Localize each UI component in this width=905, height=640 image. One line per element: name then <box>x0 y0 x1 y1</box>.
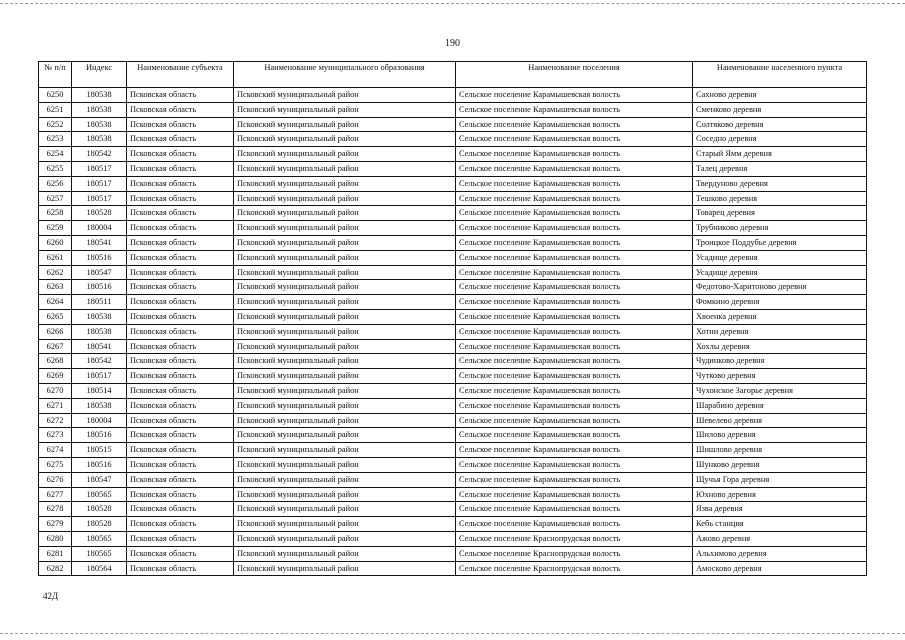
cell-locality: Чухонское Загорье деревня <box>693 383 867 398</box>
cell-number: 6252 <box>39 117 72 132</box>
cell-subject: Псковская область <box>127 369 234 384</box>
cell-locality: Шарабино деревня <box>693 398 867 413</box>
table-header <box>39 62 867 88</box>
scan-edge-bottom <box>0 633 905 634</box>
header-row <box>39 62 867 88</box>
cell-settlement: Сельское поселение Карамышевская волость <box>456 413 693 428</box>
cell-locality: Чудинково деревня <box>693 354 867 369</box>
cell-subject: Псковская область <box>127 88 234 103</box>
table-row <box>39 265 867 280</box>
table-row <box>39 472 867 487</box>
cell-settlement: Сельское поселение Карамышевская волость <box>456 280 693 295</box>
cell-municipality: Псковский муниципальный район <box>234 517 456 532</box>
cell-index: 180542 <box>72 354 127 369</box>
cell-settlement: Сельское поселение Карамышевская волость <box>456 398 693 413</box>
cell-index: 180565 <box>72 487 127 502</box>
cell-settlement: Сельское поселение Карамышевская волость <box>456 443 693 458</box>
table-row <box>39 428 867 443</box>
cell-index: 180541 <box>72 339 127 354</box>
cell-municipality: Псковский муниципальный район <box>234 324 456 339</box>
cell-settlement: Сельское поселение Карамышевская волость <box>456 206 693 221</box>
cell-subject: Псковская область <box>127 339 234 354</box>
cell-subject: Псковская область <box>127 546 234 561</box>
cell-locality: Товарец деревня <box>693 206 867 221</box>
table-body <box>39 88 867 576</box>
cell-subject: Псковская область <box>127 265 234 280</box>
cell-number: 6271 <box>39 398 72 413</box>
table-row <box>39 176 867 191</box>
cell-locality: Талец деревня <box>693 161 867 176</box>
table-row <box>39 413 867 428</box>
cell-settlement: Сельское поселение Карамышевская волость <box>456 147 693 162</box>
cell-number: 6253 <box>39 132 72 147</box>
cell-municipality: Псковский муниципальный район <box>234 443 456 458</box>
cell-index: 180547 <box>72 472 127 487</box>
table-row <box>39 517 867 532</box>
cell-municipality: Псковский муниципальный район <box>234 265 456 280</box>
cell-subject: Псковская область <box>127 428 234 443</box>
cell-number: 6256 <box>39 176 72 191</box>
cell-index: 180538 <box>72 132 127 147</box>
cell-index: 180517 <box>72 369 127 384</box>
table-row <box>39 147 867 162</box>
cell-number: 6267 <box>39 339 72 354</box>
cell-settlement: Сельское поселение Карамышевская волость <box>456 176 693 191</box>
cell-number: 6263 <box>39 280 72 295</box>
cell-municipality: Псковский муниципальный район <box>234 295 456 310</box>
cell-locality: Усадище деревня <box>693 250 867 265</box>
cell-settlement: Сельское поселение Карамышевская волость <box>456 369 693 384</box>
cell-municipality: Псковский муниципальный район <box>234 413 456 428</box>
cell-municipality: Псковский муниципальный район <box>234 191 456 206</box>
cell-subject: Псковская область <box>127 191 234 206</box>
cell-locality: Хотни деревня <box>693 324 867 339</box>
table-row <box>39 221 867 236</box>
cell-index: 180538 <box>72 309 127 324</box>
footer-code: 42Д <box>43 591 59 601</box>
cell-index: 180565 <box>72 546 127 561</box>
cell-settlement: Сельское поселение Карамышевская волость <box>456 132 693 147</box>
cell-index: 180564 <box>72 561 127 576</box>
cell-municipality: Псковский муниципальный район <box>234 102 456 117</box>
cell-settlement: Сельское поселение Карамышевская волость <box>456 309 693 324</box>
table-row <box>39 280 867 295</box>
header-settlement: Наименование поселения <box>456 62 693 88</box>
cell-locality: Солтяково деревня <box>693 117 867 132</box>
cell-subject: Псковская область <box>127 443 234 458</box>
cell-municipality: Псковский муниципальный район <box>234 147 456 162</box>
cell-number: 6277 <box>39 487 72 502</box>
cell-index: 180538 <box>72 324 127 339</box>
cell-number: 6251 <box>39 102 72 117</box>
cell-subject: Псковская область <box>127 383 234 398</box>
cell-locality: Федотово-Харитоново деревня <box>693 280 867 295</box>
cell-subject: Псковская область <box>127 147 234 162</box>
table-row <box>39 443 867 458</box>
cell-number: 6254 <box>39 147 72 162</box>
table-row <box>39 250 867 265</box>
cell-municipality: Псковский муниципальный район <box>234 117 456 132</box>
cell-index: 180516 <box>72 428 127 443</box>
cell-locality: Юхново деревня <box>693 487 867 502</box>
table-row <box>39 369 867 384</box>
cell-municipality: Псковский муниципальный район <box>234 132 456 147</box>
cell-subject: Псковская область <box>127 472 234 487</box>
table-row <box>39 531 867 546</box>
table-row <box>39 561 867 576</box>
cell-subject: Псковская область <box>127 517 234 532</box>
cell-index: 180517 <box>72 176 127 191</box>
cell-municipality: Псковский муниципальный район <box>234 502 456 517</box>
cell-municipality: Псковский муниципальный район <box>234 235 456 250</box>
cell-municipality: Псковский муниципальный район <box>234 369 456 384</box>
cell-number: 6260 <box>39 235 72 250</box>
cell-index: 180511 <box>72 295 127 310</box>
cell-subject: Псковская область <box>127 309 234 324</box>
cell-locality: Ажово деревня <box>693 531 867 546</box>
cell-subject: Псковская область <box>127 235 234 250</box>
cell-settlement: Сельское поселение Карамышевская волость <box>456 161 693 176</box>
cell-index: 180516 <box>72 250 127 265</box>
cell-index: 180528 <box>72 502 127 517</box>
cell-number: 6259 <box>39 221 72 236</box>
cell-locality: Щучья Гора деревня <box>693 472 867 487</box>
cell-municipality: Псковский муниципальный район <box>234 472 456 487</box>
cell-settlement: Сельское поселение Карамышевская волость <box>456 221 693 236</box>
cell-index: 180565 <box>72 531 127 546</box>
cell-index: 180004 <box>72 221 127 236</box>
table-row <box>39 398 867 413</box>
cell-locality: Твердуново деревня <box>693 176 867 191</box>
cell-subject: Псковская область <box>127 354 234 369</box>
cell-municipality: Псковский муниципальный район <box>234 531 456 546</box>
cell-subject: Псковская область <box>127 398 234 413</box>
cell-subject: Псковская область <box>127 102 234 117</box>
cell-number: 6270 <box>39 383 72 398</box>
cell-settlement: Сельское поселение Карамышевская волость <box>456 472 693 487</box>
cell-number: 6268 <box>39 354 72 369</box>
cell-number: 6269 <box>39 369 72 384</box>
cell-number: 6282 <box>39 561 72 576</box>
cell-subject: Псковская область <box>127 206 234 221</box>
table-row <box>39 546 867 561</box>
cell-municipality: Псковский муниципальный район <box>234 161 456 176</box>
cell-number: 6280 <box>39 531 72 546</box>
cell-number: 6272 <box>39 413 72 428</box>
cell-locality: Старый Ямм деревня <box>693 147 867 162</box>
cell-index: 180538 <box>72 102 127 117</box>
cell-number: 6255 <box>39 161 72 176</box>
cell-municipality: Псковский муниципальный район <box>234 88 456 103</box>
cell-number: 6274 <box>39 443 72 458</box>
cell-municipality: Псковский муниципальный район <box>234 280 456 295</box>
cell-number: 6257 <box>39 191 72 206</box>
cell-settlement: Сельское поселение Карамышевская волость <box>456 428 693 443</box>
cell-settlement: Сельское поселение Краснопрудская волость <box>456 531 693 546</box>
cell-index: 180528 <box>72 517 127 532</box>
table-row <box>39 88 867 103</box>
cell-index: 180517 <box>72 161 127 176</box>
cell-index: 180517 <box>72 191 127 206</box>
cell-locality: Кебь станция <box>693 517 867 532</box>
table-row <box>39 161 867 176</box>
cell-locality: Альхимово деревня <box>693 546 867 561</box>
cell-settlement: Сельское поселение Краснопрудская волость <box>456 561 693 576</box>
header-subject: Наименование субъекта <box>127 62 234 88</box>
header-locality: Наименование населенного пункта <box>693 62 867 88</box>
cell-locality: Сахново деревня <box>693 88 867 103</box>
table-row <box>39 457 867 472</box>
cell-number: 6265 <box>39 309 72 324</box>
cell-index: 180538 <box>72 88 127 103</box>
cell-municipality: Псковский муниципальный район <box>234 250 456 265</box>
table-row <box>39 354 867 369</box>
cell-settlement: Сельское поселение Карамышевская волость <box>456 265 693 280</box>
cell-subject: Псковская область <box>127 295 234 310</box>
cell-settlement: Сельское поселение Краснопрудская волость <box>456 546 693 561</box>
cell-index: 180515 <box>72 443 127 458</box>
cell-settlement: Сельское поселение Карамышевская волость <box>456 457 693 472</box>
table-row <box>39 235 867 250</box>
cell-municipality: Псковский муниципальный район <box>234 354 456 369</box>
cell-settlement: Сельское поселение Карамышевская волость <box>456 354 693 369</box>
cell-index: 180528 <box>72 206 127 221</box>
cell-number: 6279 <box>39 517 72 532</box>
cell-subject: Псковская область <box>127 531 234 546</box>
cell-locality: Хохлы деревня <box>693 339 867 354</box>
cell-municipality: Псковский муниципальный район <box>234 221 456 236</box>
cell-subject: Псковская область <box>127 132 234 147</box>
cell-settlement: Сельское поселение Карамышевская волость <box>456 517 693 532</box>
table-row <box>39 383 867 398</box>
cell-settlement: Сельское поселение Карамышевская волость <box>456 339 693 354</box>
cell-settlement: Сельское поселение Карамышевская волость <box>456 191 693 206</box>
cell-municipality: Псковский муниципальный район <box>234 561 456 576</box>
table-row <box>39 132 867 147</box>
table-row <box>39 102 867 117</box>
table-row <box>39 324 867 339</box>
cell-subject: Псковская область <box>127 487 234 502</box>
cell-number: 6250 <box>39 88 72 103</box>
table-row <box>39 191 867 206</box>
cell-index: 180538 <box>72 398 127 413</box>
cell-settlement: Сельское поселение Карамышевская волость <box>456 295 693 310</box>
cell-settlement: Сельское поселение Карамышевская волость <box>456 88 693 103</box>
cell-locality: Шунково деревня <box>693 457 867 472</box>
cell-municipality: Псковский муниципальный район <box>234 176 456 191</box>
cell-locality: Шишлово деревня <box>693 443 867 458</box>
cell-locality: Трубниково деревня <box>693 221 867 236</box>
table-row <box>39 295 867 310</box>
cell-subject: Псковская область <box>127 413 234 428</box>
cell-locality: Язва деревня <box>693 502 867 517</box>
cell-subject: Псковская область <box>127 221 234 236</box>
cell-settlement: Сельское поселение Карамышевская волость <box>456 502 693 517</box>
cell-locality: Шевелево деревня <box>693 413 867 428</box>
cell-index: 180516 <box>72 457 127 472</box>
cell-locality: Фомкино деревня <box>693 295 867 310</box>
cell-settlement: Сельское поселение Карамышевская волость <box>456 250 693 265</box>
cell-locality: Шилово деревня <box>693 428 867 443</box>
table-row <box>39 487 867 502</box>
cell-settlement: Сельское поселение Карамышевская волость <box>456 235 693 250</box>
cell-index: 180516 <box>72 280 127 295</box>
cell-number: 6276 <box>39 472 72 487</box>
cell-locality: Троицкое Поддубье деревня <box>693 235 867 250</box>
cell-subject: Псковская область <box>127 280 234 295</box>
cell-index: 180004 <box>72 413 127 428</box>
cell-municipality: Псковский муниципальный район <box>234 339 456 354</box>
cell-municipality: Псковский муниципальный район <box>234 206 456 221</box>
cell-subject: Псковская область <box>127 176 234 191</box>
scan-edge-top <box>0 3 905 4</box>
table-row <box>39 206 867 221</box>
cell-index: 180547 <box>72 265 127 280</box>
cell-municipality: Псковский муниципальный район <box>234 546 456 561</box>
cell-number: 6262 <box>39 265 72 280</box>
cell-locality: Хвоенка деревня <box>693 309 867 324</box>
cell-index: 180538 <box>72 117 127 132</box>
cell-number: 6264 <box>39 295 72 310</box>
cell-locality: Усадище деревня <box>693 265 867 280</box>
cell-number: 6281 <box>39 546 72 561</box>
cell-municipality: Псковский муниципальный район <box>234 487 456 502</box>
header-number: № п/п <box>39 62 72 88</box>
cell-settlement: Сельское поселение Карамышевская волость <box>456 383 693 398</box>
table-row <box>39 309 867 324</box>
cell-municipality: Псковский муниципальный район <box>234 398 456 413</box>
page-number: 190 <box>445 38 460 49</box>
table-row <box>39 502 867 517</box>
cell-number: 6275 <box>39 457 72 472</box>
cell-subject: Псковская область <box>127 324 234 339</box>
cell-index: 180542 <box>72 147 127 162</box>
cell-subject: Псковская область <box>127 117 234 132</box>
cell-subject: Псковская область <box>127 250 234 265</box>
cell-index: 180514 <box>72 383 127 398</box>
cell-locality: Сменково деревня <box>693 102 867 117</box>
cell-number: 6261 <box>39 250 72 265</box>
table-row <box>39 339 867 354</box>
cell-locality: Чутково деревня <box>693 369 867 384</box>
cell-municipality: Псковский муниципальный район <box>234 457 456 472</box>
cell-subject: Псковская область <box>127 457 234 472</box>
cell-number: 6258 <box>39 206 72 221</box>
header-index: Индекс <box>72 62 127 88</box>
cell-municipality: Псковский муниципальный район <box>234 309 456 324</box>
cell-locality: Соседно деревня <box>693 132 867 147</box>
cell-subject: Псковская область <box>127 561 234 576</box>
cell-settlement: Сельское поселение Карамышевская волость <box>456 102 693 117</box>
cell-settlement: Сельское поселение Карамышевская волость <box>456 117 693 132</box>
cell-settlement: Сельское поселение Карамышевская волость <box>456 487 693 502</box>
cell-settlement: Сельское поселение Карамышевская волость <box>456 324 693 339</box>
cell-locality: Тешково деревня <box>693 191 867 206</box>
cell-number: 6278 <box>39 502 72 517</box>
cell-subject: Псковская область <box>127 161 234 176</box>
cell-locality: Амосково деревня <box>693 561 867 576</box>
locality-registry-table <box>38 61 867 576</box>
cell-index: 180541 <box>72 235 127 250</box>
cell-number: 6273 <box>39 428 72 443</box>
cell-subject: Псковская область <box>127 502 234 517</box>
table-row <box>39 117 867 132</box>
cell-number: 6266 <box>39 324 72 339</box>
header-municipality: Наименование муниципального образования <box>234 62 456 88</box>
cell-municipality: Псковский муниципальный район <box>234 428 456 443</box>
cell-municipality: Псковский муниципальный район <box>234 383 456 398</box>
